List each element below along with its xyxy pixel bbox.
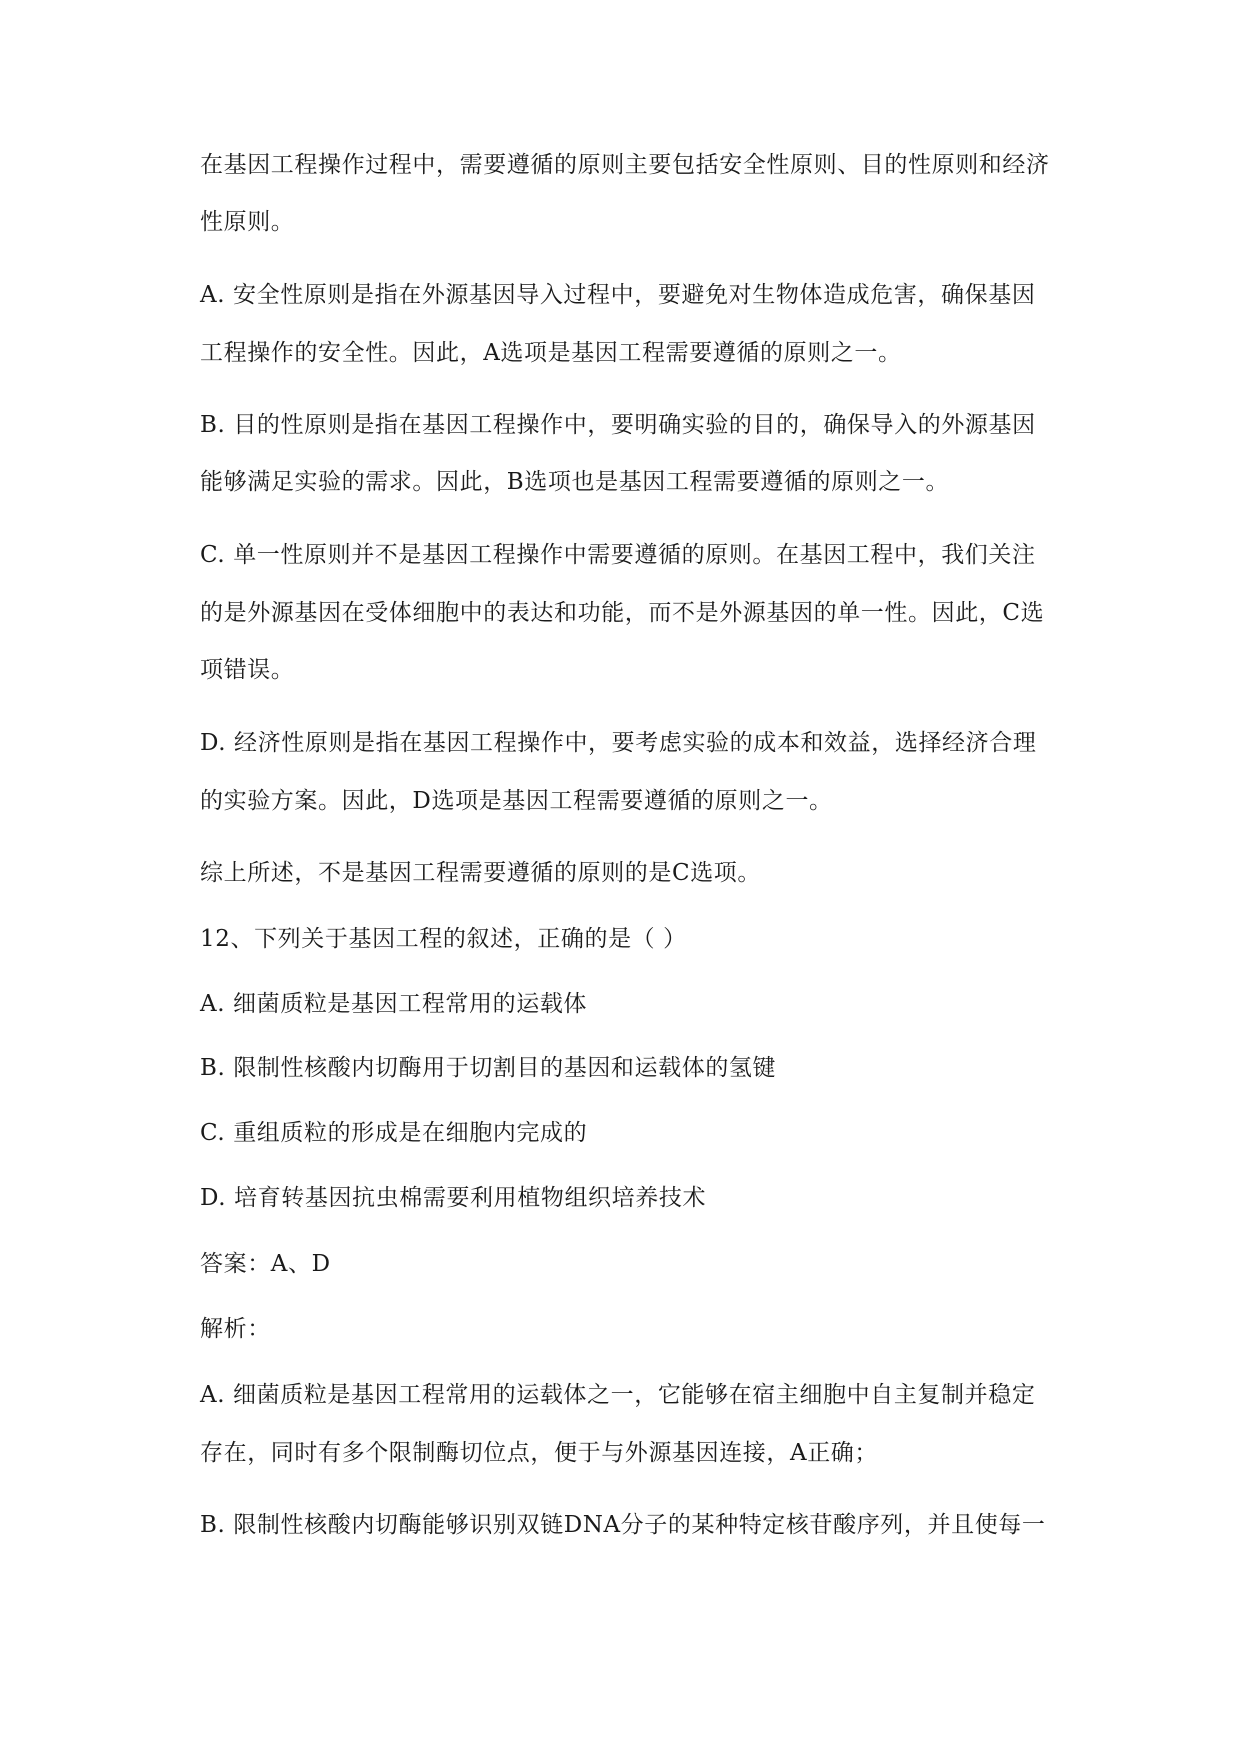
- question-12-option-d: D. 培育转基因抗虫棉需要利用植物组织培养技术: [200, 1185, 707, 1211]
- question-12-stem: 12、下列关于基因工程的叙述，正确的是（ ）: [200, 926, 687, 952]
- analysis-heading: 解析：: [200, 1316, 271, 1342]
- analysis-b-line: B. 限制性核酸内切酶能够识别双链DNA分子的某种特定核苷酸序列，并且使每一: [200, 1512, 1046, 1538]
- option-b-explanation-line: B. 目的性原则是指在基因工程操作中，要明确实验的目的，确保导入的外源基因: [200, 412, 1036, 438]
- option-c-explanation-line: 的是外源基因在受体细胞中的表达和功能，而不是外源基因的单一性。因此，C选: [200, 600, 1045, 626]
- body-text-line: 性原则。: [200, 209, 295, 235]
- option-b-explanation-line: 能够满足实验的需求。因此，B选项也是基因工程需要遵循的原则之一。: [200, 469, 950, 495]
- question-12-option-c: C. 重组质粒的形成是在细胞内完成的: [200, 1120, 588, 1146]
- option-a-explanation-line: A. 安全性原则是指在外源基因导入过程中，要避免对生物体造成危害，确保基因: [200, 282, 1036, 308]
- option-c-explanation-line: C. 单一性原则并不是基因工程操作中需要遵循的原则。在基因工程中，我们关注: [200, 542, 1036, 568]
- summary-line: 综上所述，不是基因工程需要遵循的原则的是C选项。: [200, 860, 761, 886]
- body-text-line: 在基因工程操作过程中，需要遵循的原则主要包括安全性原则、目的性原则和经济: [200, 152, 1050, 178]
- analysis-a-line: A. 细菌质粒是基因工程常用的运载体之一，它能够在宿主细胞中自主复制并稳定: [200, 1382, 1036, 1408]
- question-12-option-b: B. 限制性核酸内切酶用于切割目的基因和运载体的氢键: [200, 1055, 777, 1081]
- option-d-explanation-line: 的实验方案。因此，D选项是基因工程需要遵循的原则之一。: [200, 788, 833, 814]
- question-12-option-a: A. 细菌质粒是基因工程常用的运载体: [200, 991, 588, 1017]
- answer-line: 答案：A、D: [200, 1251, 331, 1277]
- option-a-explanation-line: 工程操作的安全性。因此，A选项是基因工程需要遵循的原则之一。: [200, 340, 902, 366]
- option-c-explanation-line: 项错误。: [200, 657, 295, 683]
- option-d-explanation-line: D. 经济性原则是指在基因工程操作中，要考虑实验的成本和效益，选择经济合理: [200, 730, 1037, 756]
- analysis-a-line: 存在，同时有多个限制酶切位点，便于与外源基因连接，A正确；: [200, 1440, 879, 1466]
